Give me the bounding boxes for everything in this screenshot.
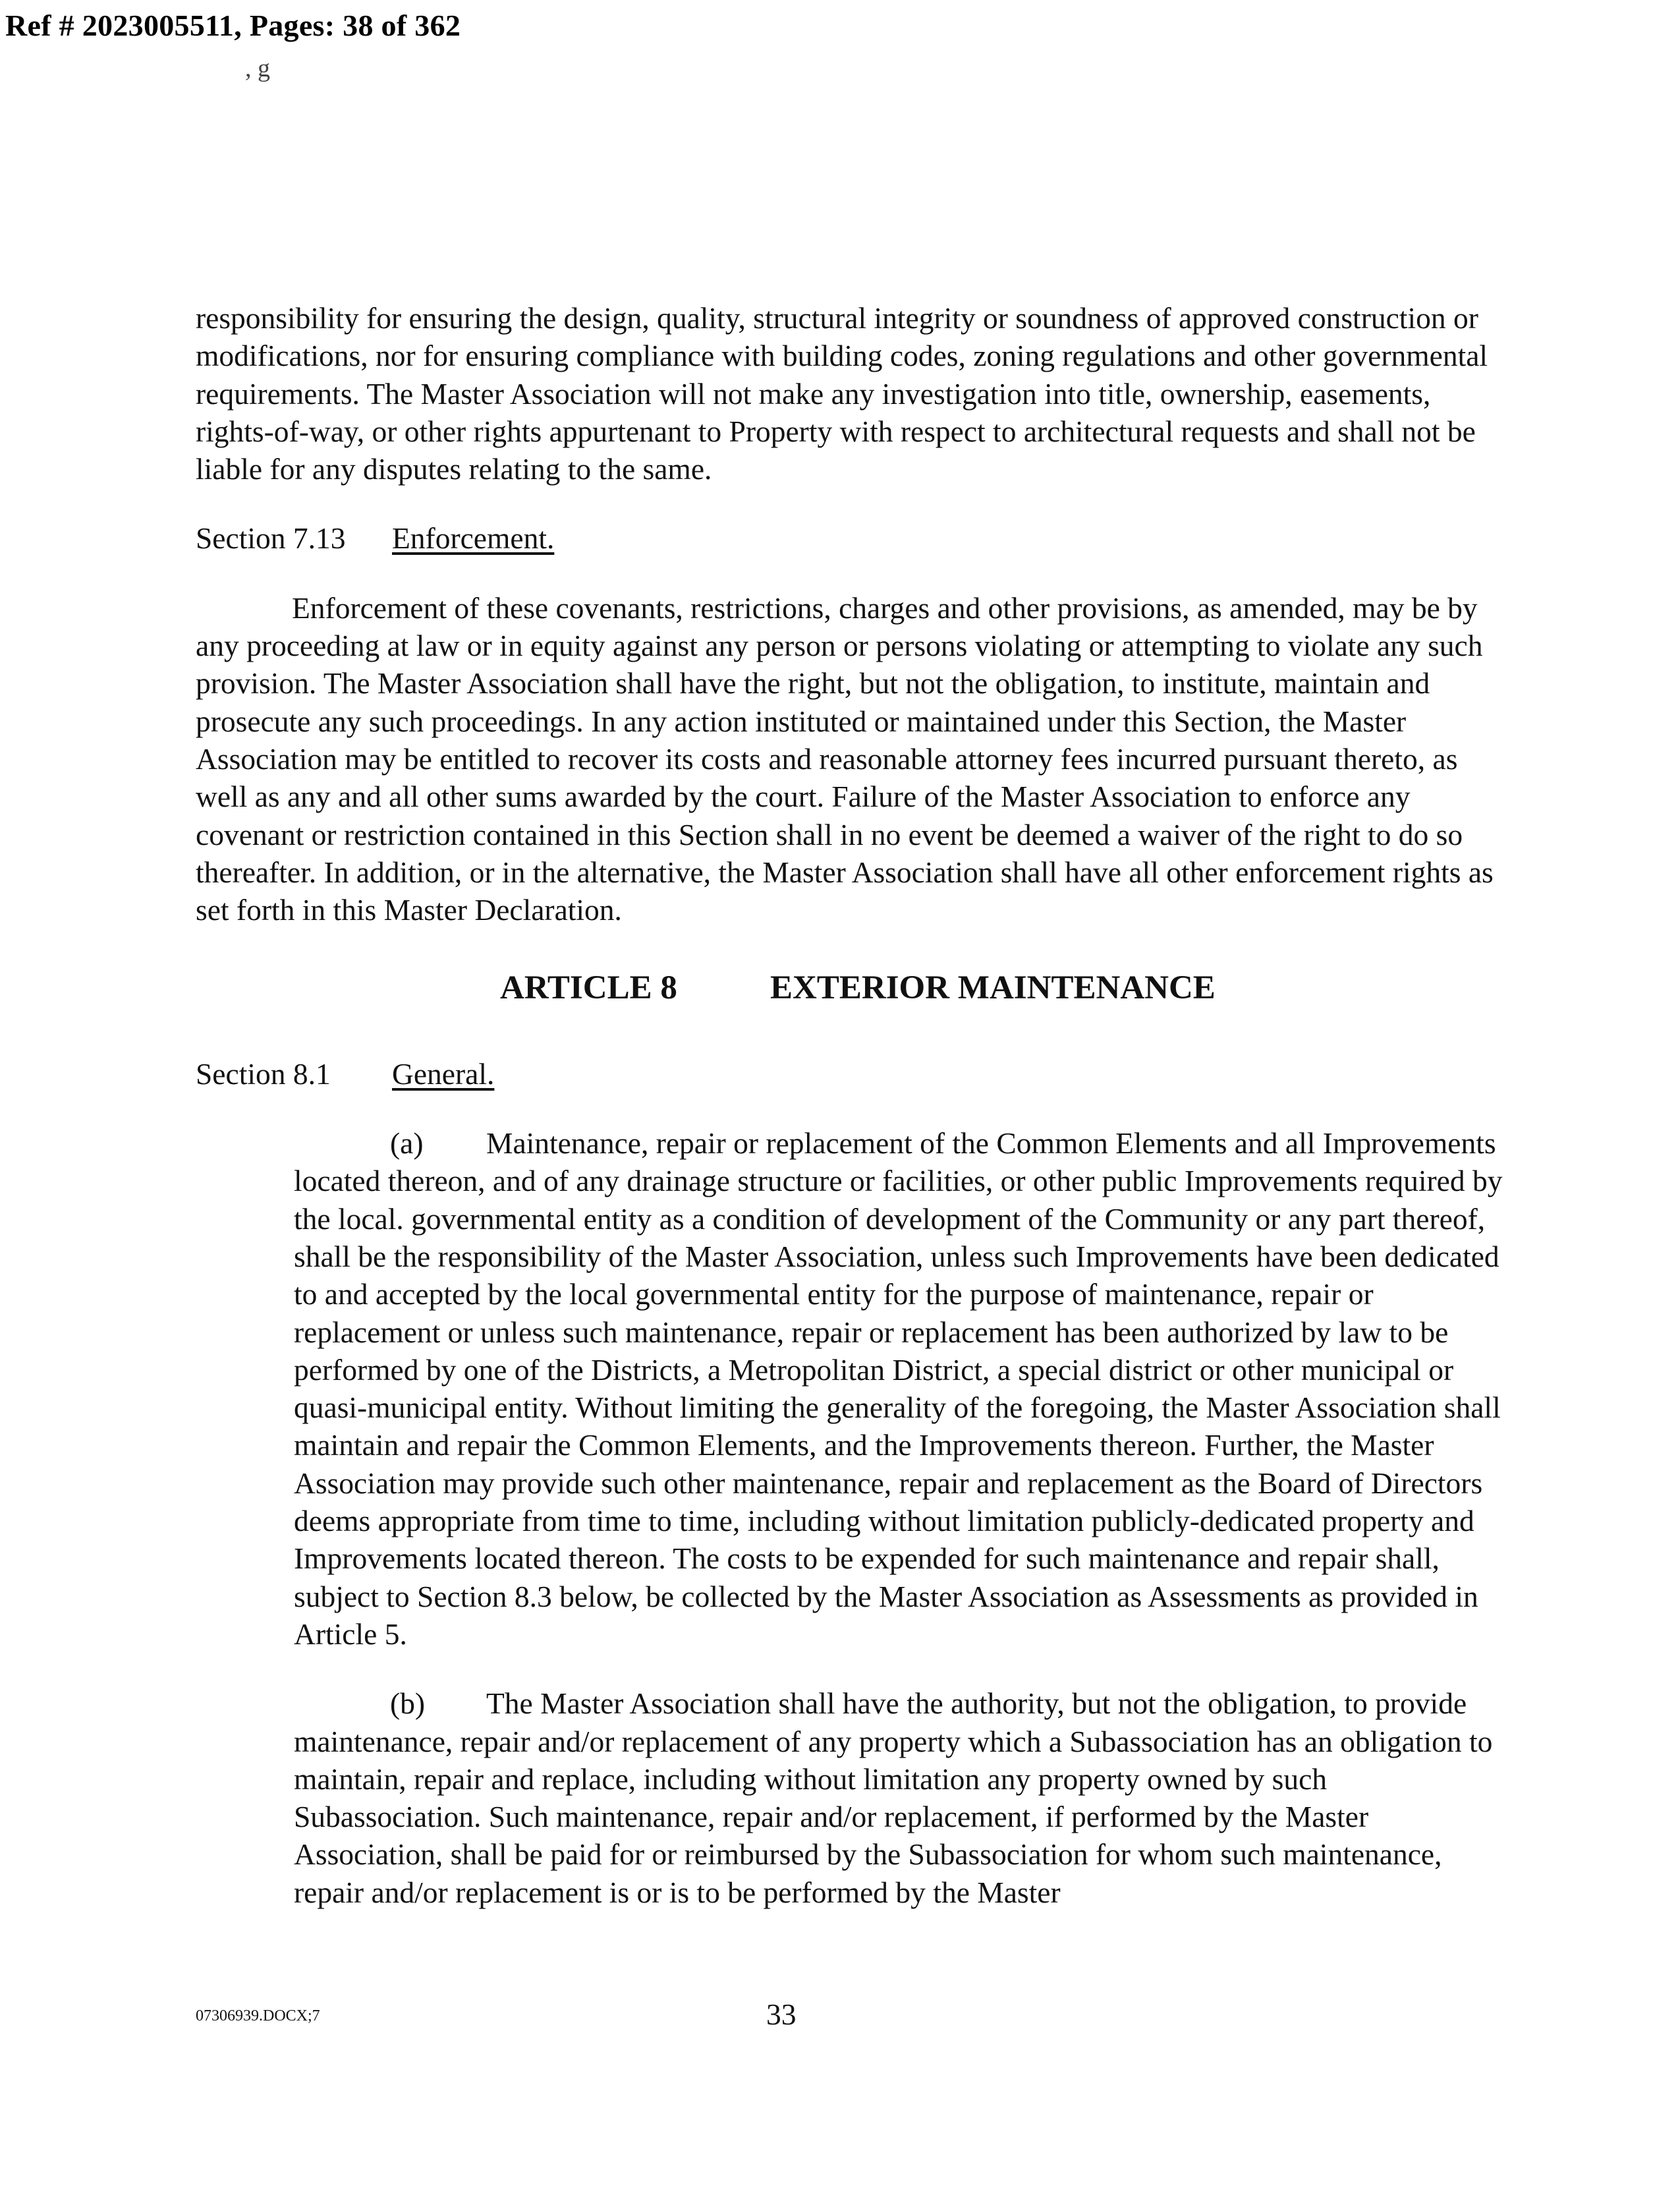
section-title: Enforcement.	[392, 521, 555, 556]
article-8-heading	[196, 969, 1513, 1007]
subparagraph-a	[294, 1124, 1513, 1653]
scan-artifact: , g	[245, 55, 270, 82]
enforcement-paragraph: Enforcement of these covenants, restrictions, charges and other provisions, as amended, may be by any proceeding at law or in equity against any person or persons violating or attempting to violate any such provision. The Master Association shall have the right, but not the obligation, to institute, maintain and prosecute any such proceedings. In any action instituted or maintained under this Section, the Master Association may be entitled to recover its costs and reasonable attorney fees incurred pursuant thereto, as well as any and all other sums awarded by the court. Failure of the Master Association to enforce any covenant or restriction contained in this Section shall in no event be deemed a waiver of the right to do so thereafter. In addition, or in the alternative, the Master Association shall have all other enforcement rights as set forth in this Master Declaration.	[196, 590, 1494, 927]
section-title: General.	[392, 1056, 495, 1091]
subparagraph-b	[294, 1684, 1513, 1911]
subparagraph-body: The Master Association shall have the authority, but not the obligation, to provide maintenance, repair and/or replacement of any property which a Subassociation has an obligation to maintain, repair and replace, including without limitation any property owned by such Subassociation. Such maintenance, repair and/or replacement, if performed by the Master Association, shall be paid for or reimbursed by the Subassociation for whom such maintenance, repair and/or replacement is or is to be performed by the Master	[294, 1686, 1493, 1909]
article-number: ARTICLE 8	[500, 969, 677, 1007]
section-7-13-heading	[196, 519, 1513, 557]
page-number: 33	[766, 1997, 797, 2031]
section-8-1-heading	[196, 1055, 1513, 1093]
section-number: Section 7.13	[196, 521, 346, 556]
reference-header: Ref # 2023005511, Pages: 38 of 362	[5, 9, 461, 42]
subparagraph-label: (b)	[390, 1686, 426, 1721]
section-number: Section 8.1	[196, 1056, 331, 1091]
subparagraph-b-text	[294, 1684, 1513, 1911]
document-body	[196, 299, 1513, 1911]
article-title: EXTERIOR MAINTENANCE	[770, 969, 1216, 1007]
document-id: 07306939.DOCX;7	[196, 2007, 320, 2024]
intro-paragraph: responsibility for ensuring the design, quality, structural integrity or soundness of approved construction or modifications, nor for ensuring compliance with building codes, zoning regulations and other governmental requirements. The Master Association will not make any investigation into title, ownership, easements, rights-of-way, or other rights appurtenant to Property with respect to architectural requests and shall not be liable for any disputes relating to the same.	[196, 301, 1488, 486]
subparagraph-body: Maintenance, repair or replacement of the Common Elements and all Improvements located thereon, and of any drainage structure or facilities, or other public Improvements required by the local. governmental entity as a condition of development of the Community or any part thereof, shall be the responsibility of the Master Association, unless such Improvements have been dedicated to and accepted by the local governmental entity for the purpose of maintenance, repair or replacement or unless such maintenance, repair or replacement has been authorized by law to be performed by one of the Districts, a Metropolitan District, a special district or other municipal or quasi-municipal entity. Without limiting the generality of the foregoing, the Master Association shall maintain and repair the Common Elements, and the Improvements thereon. Further, the Master Association may provide such other maintenance, repair and replacement as the Board of Directors deems appropriate from time to time, including without limitation publicly-dedicated property and Improvements located thereon. The costs to be expended for such maintenance and repair shall, subject to Section 8.3 below, be collected by the Master Association as Assessments as provided in Article 5.	[294, 1126, 1503, 1651]
subparagraph-label: (a)	[390, 1126, 424, 1161]
subparagraph-a-text	[294, 1124, 1513, 1653]
